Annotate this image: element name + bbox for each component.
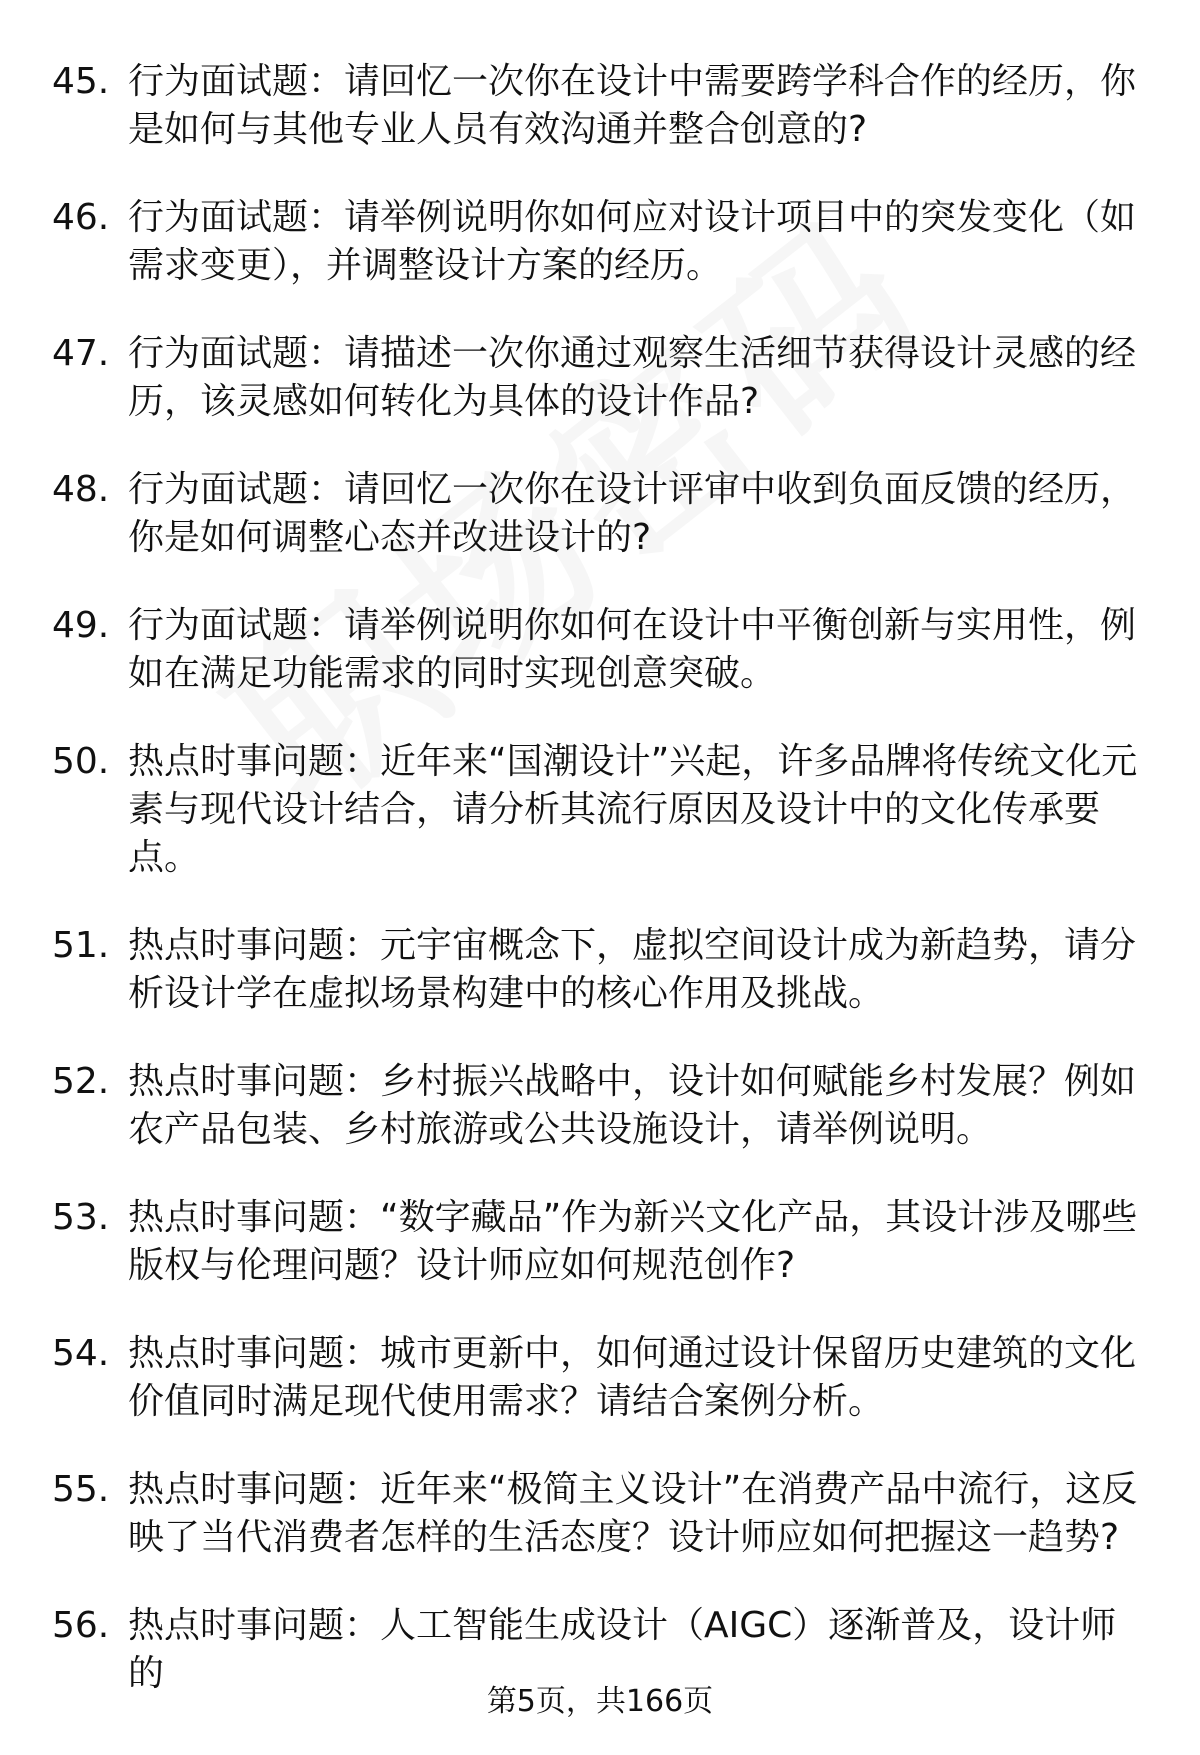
question-text: 行为面试题：请回忆一次你在设计中需要跨学科合作的经历，你是如何与其他专业人员有效沟通并整合创意的? (128, 61, 1137, 150)
question-item (52, 194, 1152, 290)
question-text: 热点时事问题：近年来“国潮设计”兴起，许多品牌将传统文化元素与现代设计结合，请分析其流行原因及设计中的文化传承要点。 (128, 741, 1138, 878)
question-number: 51. (52, 925, 110, 966)
question-number: 45. (52, 61, 110, 102)
question-number: 49. (52, 605, 110, 646)
question-item (52, 58, 1152, 154)
question-item (52, 1330, 1152, 1426)
question-text: 热点时事问题：近年来“极简主义设计”在消费产品中流行，这反映了当代消费者怎样的生活态度？设计师应如何把握这一趋势? (128, 1469, 1138, 1558)
question-text: 行为面试题：请举例说明你如何应对设计项目中的突发变化（如需求变更），并调整设计方案的经历。 (128, 197, 1137, 286)
question-text: 热点时事问题：人工智能生成设计（AIGC）逐渐普及，设计师的 (128, 1605, 1117, 1694)
question-text: 热点时事问题：乡村振兴战略中，设计如何赋能乡村发展？例如农产品包装、乡村旅游或公共设施设计，请举例说明。 (128, 1061, 1137, 1150)
question-item (52, 922, 1152, 1018)
question-number: 52. (52, 1061, 110, 1102)
question-item (52, 738, 1152, 882)
question-text: 热点时事问题：“数字藏品”作为新兴文化产品，其设计涉及哪些版权与伦理问题？设计师应如何规范创作? (128, 1197, 1138, 1286)
question-item (52, 602, 1152, 698)
question-item (52, 330, 1152, 426)
page-number-footer: 第5页，共166页 (486, 1684, 714, 1719)
question-number: 54. (52, 1333, 110, 1374)
question-item (52, 1466, 1152, 1562)
question-number: 50. (52, 741, 110, 782)
question-item (52, 466, 1152, 562)
question-item (52, 1194, 1152, 1290)
question-number: 56. (52, 1605, 110, 1646)
question-number: 53. (52, 1197, 110, 1238)
question-text: 行为面试题：请举例说明你如何在设计中平衡创新与实用性，例如在满足功能需求的同时实现创意突破。 (128, 605, 1137, 694)
question-text: 行为面试题：请描述一次你通过观察生活细节获得设计灵感的经历，该灵感如何转化为具体的设计作品? (128, 333, 1137, 422)
question-text: 行为面试题：请回忆一次你在设计评审中收到负面反馈的经历，你是如何调整心态并改进设计的? (128, 469, 1137, 558)
question-text: 热点时事问题：元宇宙概念下，虚拟空间设计成为新趋势，请分析设计学在虚拟场景构建中的核心作用及挑战。 (128, 925, 1137, 1014)
question-number: 55. (52, 1469, 110, 1510)
question-item (52, 1058, 1152, 1154)
question-number: 46. (52, 197, 110, 238)
question-number: 48. (52, 469, 110, 510)
question-list (52, 58, 1152, 1738)
question-text: 热点时事问题：城市更新中，如何通过设计保留历史建筑的文化价值同时满足现代使用需求？请结合案例分析。 (128, 1333, 1137, 1422)
question-number: 47. (52, 333, 110, 374)
